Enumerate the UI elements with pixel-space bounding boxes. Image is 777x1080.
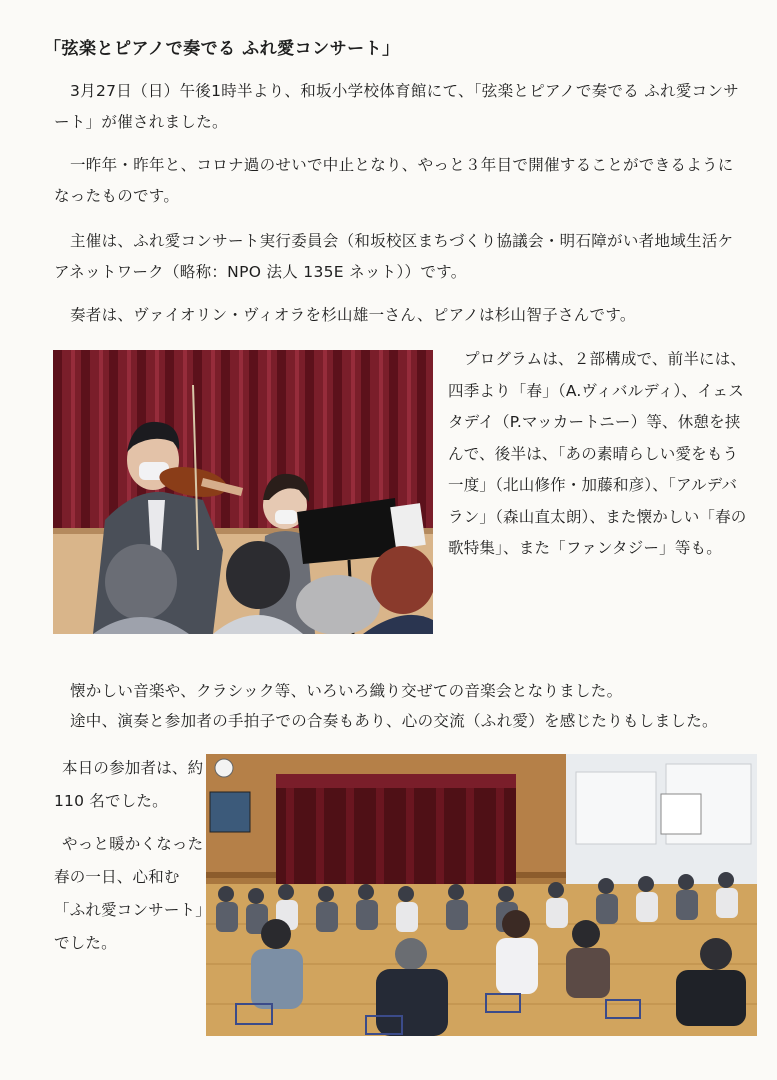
program-description: プログラムは、２部構成で、前半には、四季より「春」（A.ヴィバルディ）、イェスタデイ（P.マッカートニー）等、休憩を挟んで、後半は、「あの素晴らしい愛をもう一度」（北山修作・加藤和彦）、「アルデバラン」（森山直太朗）、また懐かしい「春の歌特集」、また「ファンタジー」等も。 (448, 350, 747, 557)
paragraph-music-mix: 懐かしい音楽や、クラシック等、いろいろ織り交ぜての音楽会となりました。 (70, 682, 623, 700)
audience-gym-photo (206, 754, 757, 1036)
paragraph-organizer: 主催は、ふれ愛コンサート実行委員会（和坂校区まちづくり協議会・明石障がい者地域生活ケアネットワーク（略称：NPO 法人 135E ネット））です。 (54, 232, 734, 281)
audience-gym-image (206, 754, 757, 1036)
closing-text: やっと暖かくなった春の一日、心和む「ふれ愛コンサート」でした。 (54, 835, 204, 952)
article-title: 「弦楽とピアノで奏でる ふれ愛コンサート」 (44, 39, 400, 59)
attendance-text: 本日の参加者は、約 110 名でした。 (54, 759, 204, 810)
paragraph-background: 一昨年・昨年と、コロナ過のせいで中止となり、やっと３年目で開催することができるようになったものです。 (54, 156, 734, 205)
paragraph-clapping: 途中、演奏と参加者の手拍子での合奏もあり、心の交流（ふれ愛）を感じたりもしました。 (70, 712, 718, 730)
violin-performance-photo (53, 350, 433, 634)
violin-performance-image (53, 350, 433, 634)
paragraph-date-venue: 3月27日（日）午後1時半より、和坂小学校体育館にて、「弦楽とピアノで奏でる ふれ愛コンサート」が催されました。 (54, 82, 740, 131)
paragraph-performers: 奏者は、ヴァイオリン・ヴィオラを杉山雄一さん、ピアノは杉山智子さんです。 (70, 306, 636, 324)
